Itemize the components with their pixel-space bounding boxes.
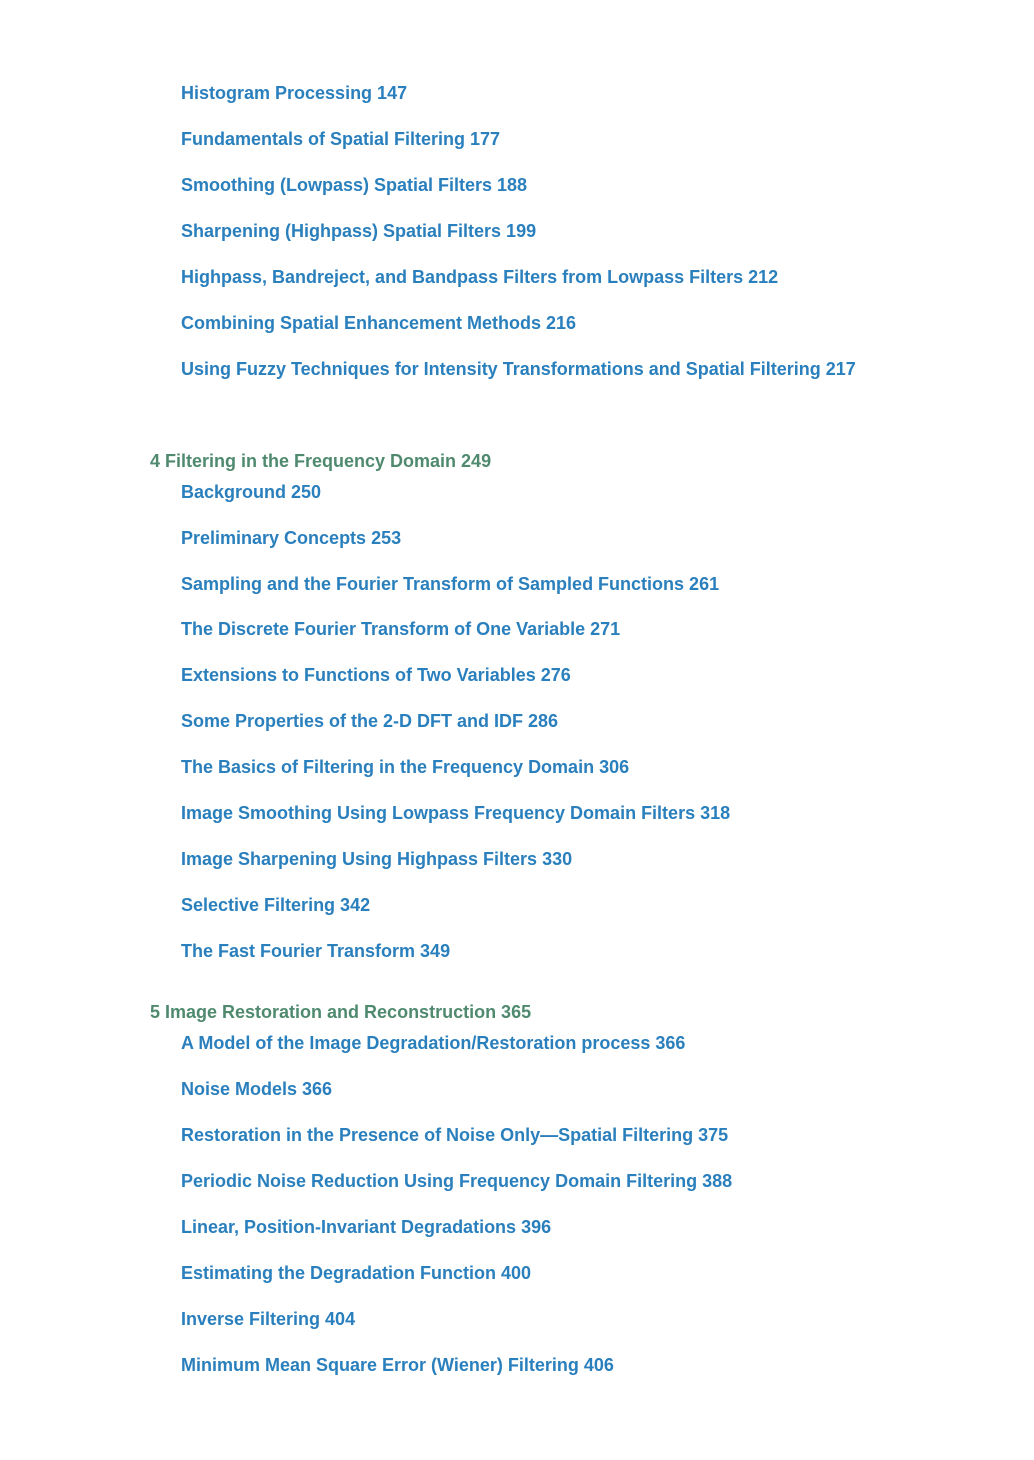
toc-link-fuzzy-techniques[interactable]: Using Fuzzy Techniques for Intensity Transformations and Spatial Filtering 217 xyxy=(181,359,856,379)
toc-link-combining-enhancement-methods[interactable]: Combining Spatial Enhancement Methods 216 xyxy=(181,313,577,333)
toc-link-histogram-processing[interactable]: Histogram Processing 147 xyxy=(181,83,408,103)
toc-link-image-smoothing-lowpass[interactable]: Image Smoothing Using Lowpass Frequency Domain Filters 318 xyxy=(181,803,731,823)
toc-link-restoration-noise-only[interactable]: Restoration in the Presence of Noise Only—Spatial Filtering 375 xyxy=(181,1125,729,1145)
toc-link-selective-filtering[interactable]: Selective Filtering 342 xyxy=(181,895,371,915)
chapter-heading-4: 4 Filtering in the Frequency Domain 249 xyxy=(150,451,492,471)
toc-link-basics-frequency-filtering[interactable]: The Basics of Filtering in the Frequency Domain 306 xyxy=(181,757,630,777)
toc-link-discrete-fourier-transform[interactable]: The Discrete Fourier Transform of One Variable 271 xyxy=(181,619,621,639)
toc-link-extensions-two-variables[interactable]: Extensions to Functions of Two Variables 276 xyxy=(181,665,571,685)
toc-link-properties-2d-dft[interactable]: Some Properties of the 2-D DFT and IDF 286 xyxy=(181,711,559,731)
toc-link-estimating-degradation[interactable]: Estimating the Degradation Function 400 xyxy=(181,1263,532,1283)
toc-link-degradation-model[interactable]: A Model of the Image Degradation/Restoration process 366 xyxy=(181,1033,686,1053)
toc-link-fast-fourier-transform[interactable]: The Fast Fourier Transform 349 xyxy=(181,941,451,961)
toc-link-smoothing-spatial-filters[interactable]: Smoothing (Lowpass) Spatial Filters 188 xyxy=(181,175,528,195)
toc-link-highpass-bandreject-bandpass[interactable]: Highpass, Bandreject, and Bandpass Filters from Lowpass Filters 212 xyxy=(181,267,779,287)
chapter-heading-5: 5 Image Restoration and Reconstruction 365 xyxy=(150,1002,532,1022)
toc-link-periodic-noise-reduction[interactable]: Periodic Noise Reduction Using Frequency Domain Filtering 388 xyxy=(181,1171,733,1191)
toc-link-image-sharpening-highpass[interactable]: Image Sharpening Using Highpass Filters 330 xyxy=(181,849,573,869)
toc-link-wiener-filtering[interactable]: Minimum Mean Square Error (Wiener) Filtering 406 xyxy=(181,1355,614,1375)
toc-link-sampling-fourier-transform[interactable]: Sampling and the Fourier Transform of Sampled Functions 261 xyxy=(181,574,720,594)
toc-link-preliminary-concepts[interactable]: Preliminary Concepts 253 xyxy=(181,528,402,548)
toc-link-noise-models[interactable]: Noise Models 366 xyxy=(181,1079,333,1099)
toc-link-sharpening-spatial-filters[interactable]: Sharpening (Highpass) Spatial Filters 199 xyxy=(181,221,537,241)
toc-link-linear-position-invariant[interactable]: Linear, Position-Invariant Degradations 396 xyxy=(181,1217,552,1237)
toc-link-background[interactable]: Background 250 xyxy=(181,482,322,502)
toc-link-fundamentals-spatial-filtering[interactable]: Fundamentals of Spatial Filtering 177 xyxy=(181,129,501,149)
toc-link-inverse-filtering[interactable]: Inverse Filtering 404 xyxy=(181,1309,356,1329)
